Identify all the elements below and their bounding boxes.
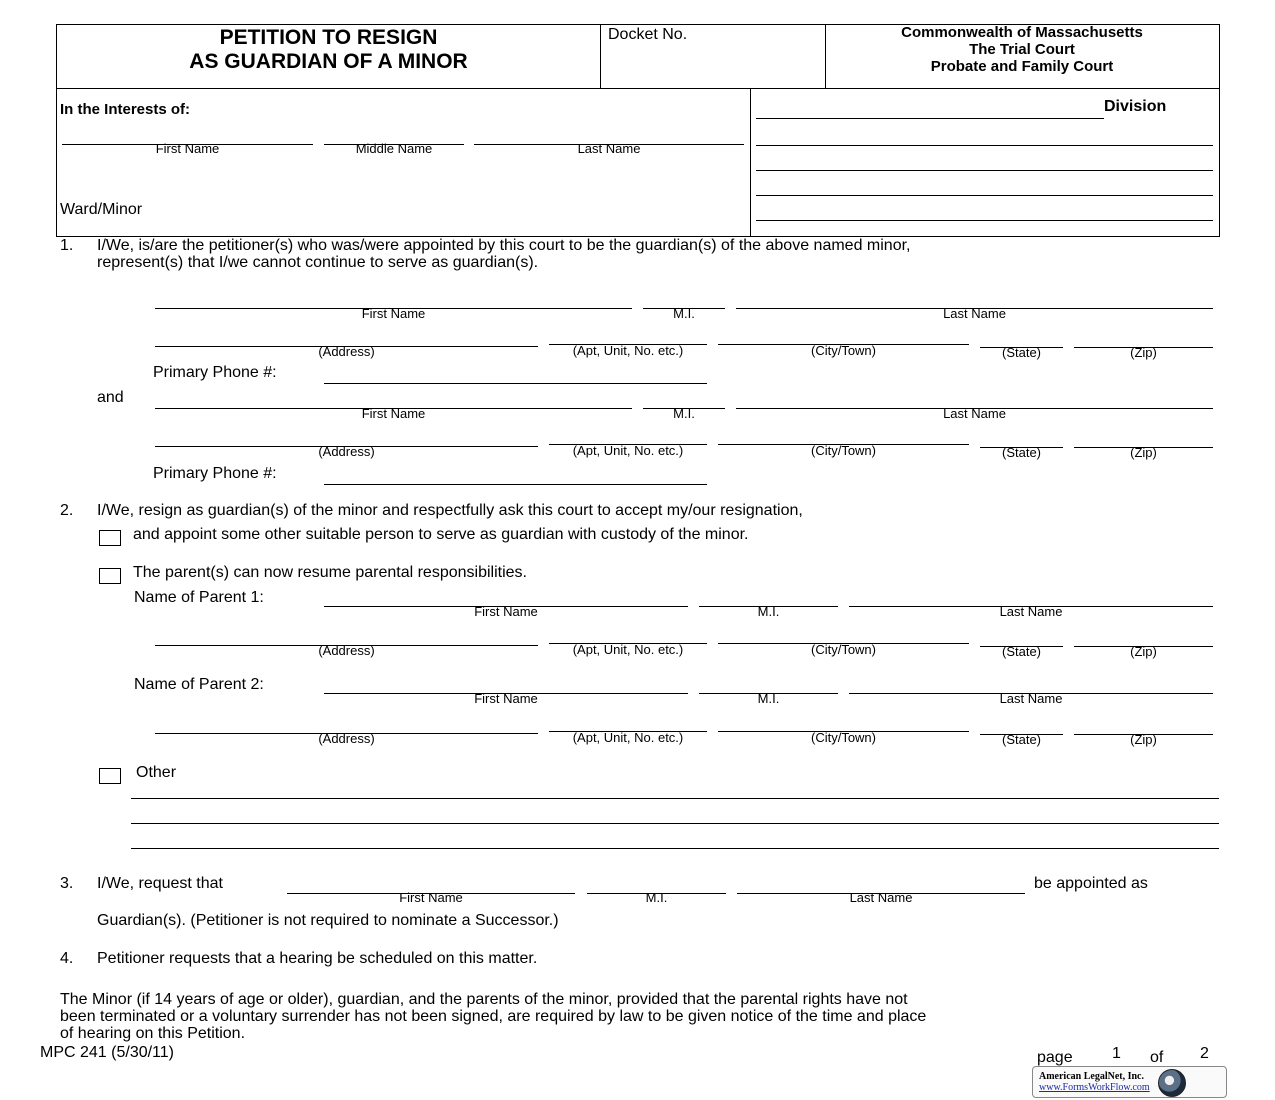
- court-line-2: The Trial Court: [969, 41, 1075, 58]
- petitioner-1-mi-label: M.I.: [673, 306, 695, 321]
- parent-2-zip-label: (Zip): [1130, 732, 1157, 747]
- other-label: Other: [136, 764, 177, 781]
- parent-2-label: Name of Parent 2:: [134, 676, 264, 693]
- parent-1-state-label: (State): [1001, 644, 1041, 659]
- vendor-logo[interactable]: [1032, 1066, 1227, 1098]
- petitioner-1-address-label: (Address): [318, 344, 375, 359]
- section-3-text-start: I/We, request that: [97, 875, 223, 892]
- parent-2-mi-label: M.I.: [757, 691, 780, 706]
- parent-2-address-label: (Address): [318, 731, 375, 746]
- minor-last-name-label: Last Name: [577, 141, 641, 156]
- page-number: 1: [1112, 1045, 1121, 1062]
- parent-2-last-name-label: Last Name: [999, 691, 1063, 706]
- of-label: of: [1150, 1049, 1164, 1066]
- successor-first-name-label: First Name: [399, 890, 463, 905]
- page-total: 2: [1200, 1045, 1209, 1062]
- parent-1-address-label: (Address): [318, 643, 375, 658]
- title-line-1: PETITION TO RESIGN: [219, 26, 438, 49]
- division-label: Division: [1104, 98, 1167, 115]
- section-3-number: 3.: [60, 875, 74, 892]
- petitioner-2-phone-label: Primary Phone #:: [153, 465, 277, 482]
- section-2-number: 2.: [60, 502, 74, 519]
- parent-2-state-label: (State): [1001, 732, 1041, 747]
- minor-first-name-label: First Name: [155, 141, 220, 156]
- parents-resume-checkbox[interactable]: [99, 568, 121, 584]
- parent-1-apt-label: (Apt, Unit, No. etc.): [572, 642, 684, 657]
- petitioner-1-city-label: (City/Town): [810, 343, 876, 358]
- interests-box: [56, 88, 1220, 237]
- form-id: MPC 241 (5/30/11): [40, 1044, 174, 1061]
- petitioner-1-state-label: (State): [1001, 345, 1041, 360]
- other-line-3[interactable]: [131, 848, 1219, 849]
- form-title: [57, 26, 600, 74]
- section-1-line-1: I/We, is/are the petitioner(s) who was/were appointed by this court to be the guardian(s) of the above named minor,: [97, 237, 911, 254]
- logo-company: American LegalNet, Inc.: [1039, 1071, 1144, 1082]
- globe-icon: [1158, 1069, 1186, 1097]
- petitioner-1-zip-label: (Zip): [1130, 345, 1157, 360]
- parent-2-city-label: (City/Town): [810, 730, 876, 745]
- notice-line-1: The Minor (if 14 years of age or older), guardian, and the parents of the minor, provided that the parental rights have not: [60, 991, 908, 1008]
- section-2-text: I/We, resign as guardian(s) of the minor and respectfully ask this court to accept my/our resignation,: [97, 502, 803, 519]
- appoint-other-checkbox[interactable]: [99, 530, 121, 546]
- parent-1-city-label: (City/Town): [810, 642, 876, 657]
- petitioner-1-first-name-label: First Name: [361, 306, 426, 321]
- parent-1-mi-label: M.I.: [757, 604, 780, 619]
- court-name: [826, 24, 1218, 75]
- petitioner-2-zip-label: (Zip): [1130, 445, 1157, 460]
- petitioner-2-apt-label: (Apt, Unit, No. etc.): [572, 443, 684, 458]
- parent-1-zip-label: (Zip): [1130, 644, 1157, 659]
- title-line-2: AS GUARDIAN OF A MINOR: [189, 50, 468, 73]
- division-field[interactable]: [756, 118, 1104, 119]
- division-line-5[interactable]: [756, 220, 1213, 221]
- petitioner-2-last-name-label: Last Name: [943, 406, 1006, 421]
- section-1-number: 1.: [60, 237, 74, 254]
- minor-middle-name-label: Middle Name: [355, 141, 433, 156]
- division-line-2[interactable]: [756, 145, 1213, 146]
- ward-minor-label: Ward/Minor: [60, 201, 143, 218]
- page-label: page: [1037, 1049, 1073, 1066]
- parents-resume-label: The parent(s) can now resume parental responsibilities.: [133, 564, 527, 581]
- logo-url[interactable]: www.FormsWorkFlow.com: [1039, 1082, 1150, 1093]
- parent-2-first-name-label: First Name: [474, 691, 538, 706]
- court-line-3: Probate and Family Court: [930, 58, 1114, 75]
- petitioner-2-first-name-label: First Name: [361, 406, 426, 421]
- successor-mi-label: M.I.: [645, 890, 668, 905]
- parent-2-apt-label: (Apt, Unit, No. etc.): [572, 730, 684, 745]
- other-line-1[interactable]: [131, 798, 1219, 799]
- section-4-text: Petitioner requests that a hearing be scheduled on this matter.: [97, 950, 538, 967]
- section-1-line-2: represent(s) that I/we cannot continue to serve as guardian(s).: [97, 254, 539, 271]
- header-divider-1: [600, 24, 601, 88]
- notice-line-3: of hearing on this Petition.: [60, 1025, 246, 1042]
- petitioner-1-last-name-label: Last Name: [943, 306, 1006, 321]
- petitioner-2-state-label: (State): [1001, 445, 1041, 460]
- other-checkbox[interactable]: [99, 768, 121, 784]
- petitioner-2-city-label: (City/Town): [810, 443, 876, 458]
- parent-1-first-name-label: First Name: [474, 604, 538, 619]
- petitioner-2-mi-label: M.I.: [673, 406, 695, 421]
- and-label: and: [97, 389, 124, 406]
- petitioner-1-apt-label: (Apt, Unit, No. etc.): [572, 343, 684, 358]
- parent-1-label: Name of Parent 1:: [134, 589, 264, 606]
- court-line-1: Commonwealth of Massachusetts: [901, 24, 1143, 41]
- section-4-number: 4.: [60, 950, 74, 967]
- petitioner-1-phone-field[interactable]: [324, 383, 707, 384]
- division-line-4[interactable]: [756, 195, 1213, 196]
- successor-last-name-label: Last Name: [849, 890, 913, 905]
- petitioner-2-phone-field[interactable]: [324, 484, 707, 485]
- other-line-2[interactable]: [131, 823, 1219, 824]
- section-3-line-2: Guardian(s). (Petitioner is not required to nominate a Successor.): [97, 912, 559, 929]
- interests-divider: [750, 88, 751, 236]
- petitioner-1-phone-label: Primary Phone #:: [153, 364, 277, 381]
- section-3-text-end: be appointed as: [1034, 875, 1148, 892]
- division-line-3[interactable]: [756, 170, 1213, 171]
- interests-label: In the Interests of:: [60, 101, 191, 118]
- notice-line-2: been terminated or a voluntary surrender has not been signed, are required by law to be given notice of the time and place: [60, 1008, 927, 1025]
- parent-1-last-name-label: Last Name: [999, 604, 1063, 619]
- petitioner-2-address-label: (Address): [318, 444, 375, 459]
- appoint-other-label: and appoint some other suitable person to serve as guardian with custody of the minor.: [133, 526, 749, 543]
- docket-label: Docket No.: [608, 26, 688, 43]
